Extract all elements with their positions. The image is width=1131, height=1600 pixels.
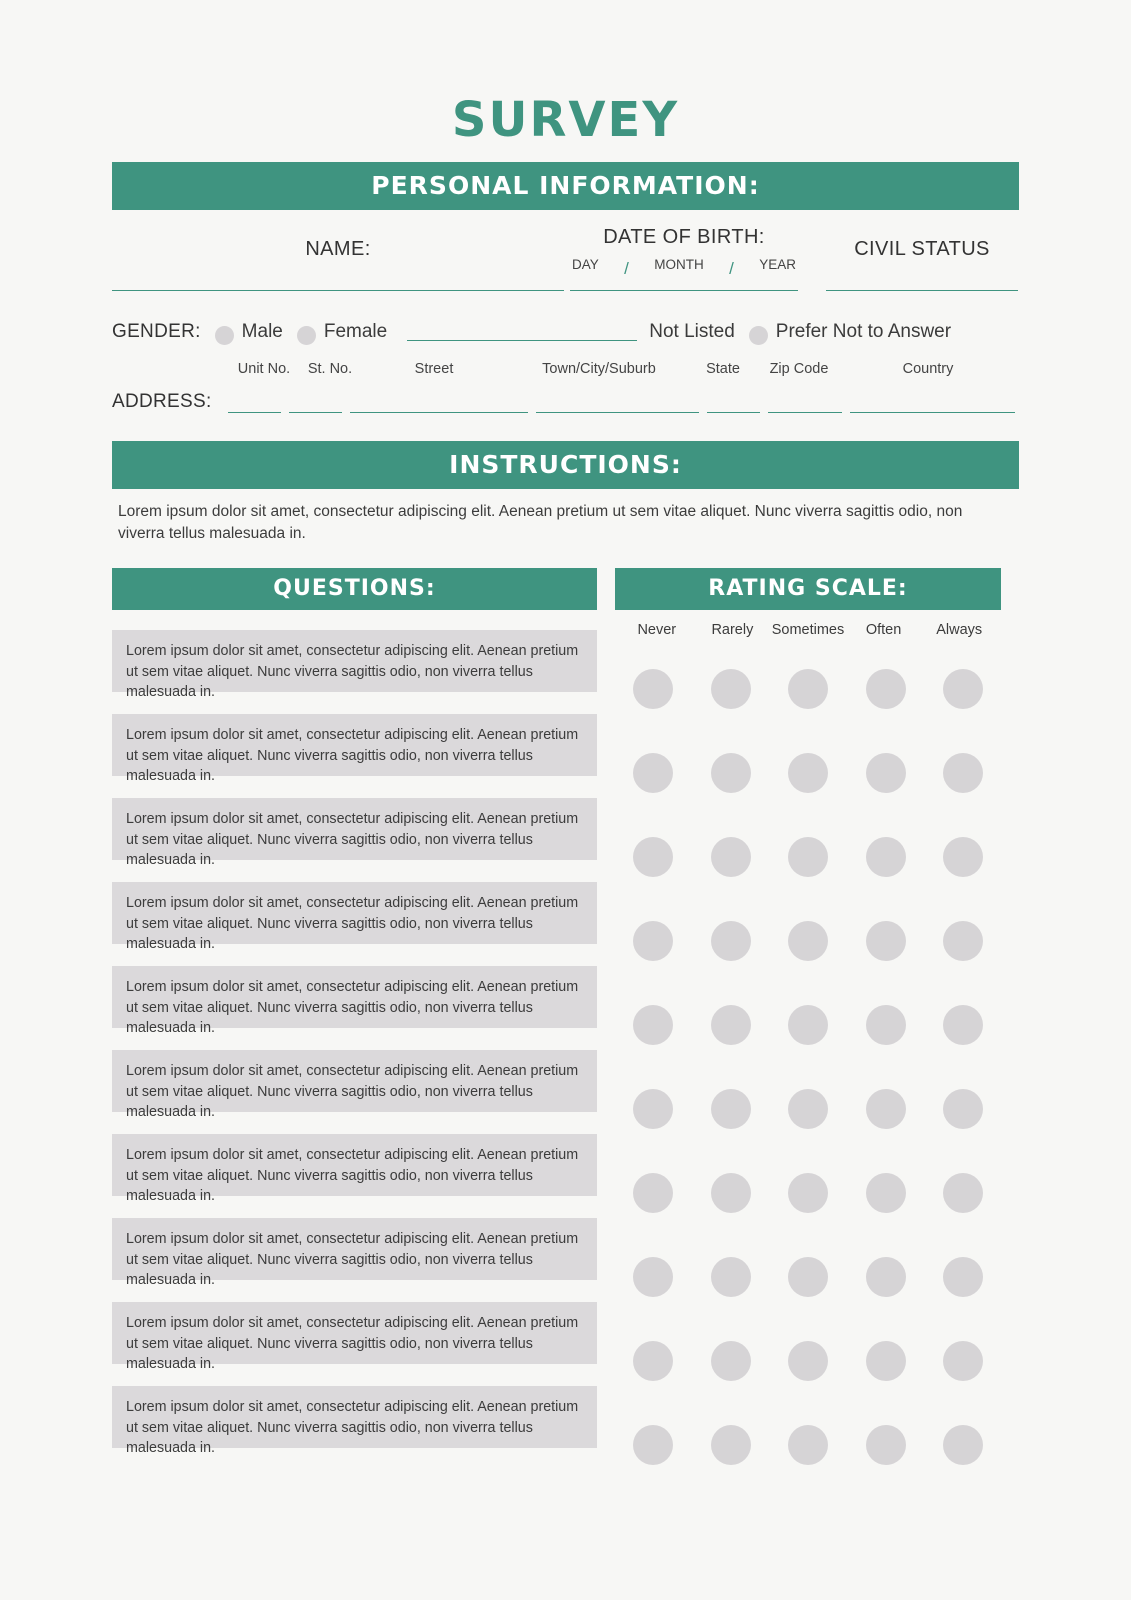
rating-cell-sometimes[interactable] bbox=[770, 1089, 846, 1129]
radio-bubble-icon[interactable] bbox=[943, 1089, 983, 1129]
gender-option-female-label[interactable]: Female bbox=[323, 321, 388, 342]
rating-cell-always[interactable] bbox=[925, 1173, 1001, 1213]
rating-cell-rarely[interactable] bbox=[693, 669, 769, 709]
civil-status-label: CIVIL STATUS bbox=[854, 238, 990, 260]
rating-cell-sometimes[interactable] bbox=[770, 1005, 846, 1045]
radio-bubble-icon[interactable] bbox=[788, 1173, 828, 1213]
address-row bbox=[112, 391, 1019, 413]
table-row bbox=[615, 1246, 1001, 1308]
personal-information-section bbox=[112, 210, 1019, 413]
section-header-personal-information: PERSONAL INFORMATION: bbox=[112, 162, 1019, 210]
address-header-zip-code: Zip Code bbox=[769, 361, 829, 377]
rating-cell-rarely[interactable] bbox=[693, 1425, 769, 1465]
radio-bubble-icon[interactable] bbox=[711, 669, 751, 709]
list-item: Lorem ipsum dolor sit amet, consectetur adipiscing elit. Aenean pretium ut sem vitae aliquet. Nunc viverra sagittis odio, non viverra tellus malesuada in. bbox=[112, 1050, 597, 1112]
radio-bubble-icon[interactable] bbox=[866, 1005, 906, 1045]
radio-bubble-icon[interactable] bbox=[866, 1089, 906, 1129]
radio-bubble-icon[interactable] bbox=[788, 1341, 828, 1381]
radio-bubble-icon[interactable] bbox=[633, 753, 673, 793]
rating-cell-rarely[interactable] bbox=[693, 837, 769, 877]
radio-bubble-icon[interactable] bbox=[788, 837, 828, 877]
rating-cell-often[interactable] bbox=[848, 753, 924, 793]
radio-bubble-icon[interactable] bbox=[711, 753, 751, 793]
address-input-town[interactable] bbox=[536, 411, 699, 413]
rating-cell-always[interactable] bbox=[925, 837, 1001, 877]
address-header-st-no: St. No. bbox=[307, 361, 353, 377]
radio-bubble-icon[interactable] bbox=[866, 1257, 906, 1297]
name-input-line[interactable] bbox=[112, 289, 564, 291]
rating-cell-rarely[interactable] bbox=[693, 921, 769, 961]
gender-label: GENDER: bbox=[112, 321, 201, 342]
rating-scale-column bbox=[615, 568, 1001, 1498]
radio-bubble-icon[interactable] bbox=[866, 1425, 906, 1465]
radio-bubble-icon[interactable] bbox=[866, 669, 906, 709]
radio-bubble-icon[interactable] bbox=[943, 837, 983, 877]
name-label: NAME: bbox=[305, 238, 371, 260]
rating-level-rarely: Rarely bbox=[711, 621, 754, 638]
section-header-questions: QUESTIONS: bbox=[112, 568, 597, 610]
address-input-state[interactable] bbox=[707, 411, 760, 413]
list-item: Lorem ipsum dolor sit amet, consectetur adipiscing elit. Aenean pretium ut sem vitae aliquet. Nunc viverra sagittis odio, non viverra tellus malesuada in. bbox=[112, 1134, 597, 1196]
radio-bubble-icon[interactable] bbox=[633, 1257, 673, 1297]
table-row bbox=[615, 742, 1001, 804]
rating-cell-never[interactable] bbox=[615, 1173, 691, 1213]
address-label: ADDRESS: bbox=[112, 391, 212, 412]
rating-cell-sometimes[interactable] bbox=[770, 753, 846, 793]
rating-cell-often[interactable] bbox=[848, 1257, 924, 1297]
rating-cell-sometimes[interactable] bbox=[770, 1257, 846, 1297]
radio-bubble-icon[interactable] bbox=[788, 1005, 828, 1045]
rating-scale-headers bbox=[615, 610, 1001, 638]
name-field-group[interactable] bbox=[112, 238, 564, 291]
rating-cell-never[interactable] bbox=[615, 669, 691, 709]
rating-cell-never[interactable] bbox=[615, 1005, 691, 1045]
radio-bubble-icon[interactable] bbox=[943, 1257, 983, 1297]
list-item: Lorem ipsum dolor sit amet, consectetur adipiscing elit. Aenean pretium ut sem vitae aliquet. Nunc viverra sagittis odio, non viverra tellus malesuada in. bbox=[112, 1386, 597, 1448]
radio-bubble-icon[interactable] bbox=[943, 1425, 983, 1465]
table-row bbox=[615, 994, 1001, 1056]
questions-rating-columns bbox=[112, 568, 1019, 1498]
radio-prefer-not-to-answer-icon[interactable] bbox=[749, 326, 768, 345]
rating-level-always: Always bbox=[936, 621, 983, 638]
radio-bubble-icon[interactable] bbox=[943, 1341, 983, 1381]
list-item: Lorem ipsum dolor sit amet, consectetur adipiscing elit. Aenean pretium ut sem vitae aliquet. Nunc viverra sagittis odio, non viverra tellus malesuada in. bbox=[112, 630, 597, 692]
list-item: Lorem ipsum dolor sit amet, consectetur adipiscing elit. Aenean pretium ut sem vitae aliquet. Nunc viverra sagittis odio, non viverra tellus malesuada in. bbox=[112, 966, 597, 1028]
radio-bubble-icon[interactable] bbox=[788, 1425, 828, 1465]
radio-bubble-icon[interactable] bbox=[711, 1005, 751, 1045]
rating-cell-always[interactable] bbox=[925, 1005, 1001, 1045]
radio-bubble-icon[interactable] bbox=[866, 753, 906, 793]
list-item: Lorem ipsum dolor sit amet, consectetur adipiscing elit. Aenean pretium ut sem vitae aliquet. Nunc viverra sagittis odio, non viverra tellus malesuada in. bbox=[112, 798, 597, 860]
gender-option-male-label[interactable]: Male bbox=[241, 321, 283, 342]
radio-bubble-icon[interactable] bbox=[711, 1257, 751, 1297]
rating-cell-always[interactable] bbox=[925, 921, 1001, 961]
table-row bbox=[615, 1162, 1001, 1224]
rating-cell-sometimes[interactable] bbox=[770, 1173, 846, 1213]
rating-cell-often[interactable] bbox=[848, 1005, 924, 1045]
radio-bubble-icon[interactable] bbox=[866, 1173, 906, 1213]
rating-cell-often[interactable] bbox=[848, 837, 924, 877]
table-row bbox=[615, 1414, 1001, 1476]
radio-bubble-icon[interactable] bbox=[711, 1089, 751, 1129]
rating-cell-sometimes[interactable] bbox=[770, 921, 846, 961]
radio-bubble-icon[interactable] bbox=[711, 921, 751, 961]
dob-subparts bbox=[570, 257, 798, 277]
dob-input-line[interactable] bbox=[570, 289, 798, 291]
rating-cell-always[interactable] bbox=[925, 1425, 1001, 1465]
radio-bubble-icon[interactable] bbox=[633, 1005, 673, 1045]
address-input-st-no[interactable] bbox=[289, 411, 342, 413]
dob-day-label: DAY bbox=[572, 257, 599, 272]
radio-bubble-icon[interactable] bbox=[633, 1425, 673, 1465]
rating-cell-sometimes[interactable] bbox=[770, 1341, 846, 1381]
dob-slash-2: / bbox=[729, 259, 734, 278]
rating-cell-sometimes[interactable] bbox=[770, 1425, 846, 1465]
rating-level-often: Often bbox=[865, 621, 902, 638]
rating-cell-rarely[interactable] bbox=[693, 753, 769, 793]
rating-cell-always[interactable] bbox=[925, 1257, 1001, 1297]
radio-bubble-icon[interactable] bbox=[633, 921, 673, 961]
radio-bubble-icon[interactable] bbox=[788, 669, 828, 709]
radio-bubble-icon[interactable] bbox=[711, 837, 751, 877]
personal-info-row-1 bbox=[112, 226, 1019, 291]
rating-cell-rarely[interactable] bbox=[693, 1089, 769, 1129]
radio-bubble-icon[interactable] bbox=[633, 837, 673, 877]
rating-cell-rarely[interactable] bbox=[693, 1005, 769, 1045]
rating-cell-never[interactable] bbox=[615, 1089, 691, 1129]
questions-list bbox=[112, 630, 597, 1457]
address-header-state: State bbox=[706, 361, 740, 377]
radio-female-icon[interactable] bbox=[297, 326, 316, 345]
rating-cell-sometimes[interactable] bbox=[770, 669, 846, 709]
dob-year-label: YEAR bbox=[759, 257, 796, 272]
radio-bubble-icon[interactable] bbox=[788, 921, 828, 961]
list-item: Lorem ipsum dolor sit amet, consectetur adipiscing elit. Aenean pretium ut sem vitae aliquet. Nunc viverra sagittis odio, non viverra tellus malesuada in. bbox=[112, 714, 597, 776]
address-header-unit-no: Unit No. bbox=[237, 361, 291, 377]
radio-bubble-icon[interactable] bbox=[633, 669, 673, 709]
rating-cell-always[interactable] bbox=[925, 1341, 1001, 1381]
rating-cell-rarely[interactable] bbox=[693, 1173, 769, 1213]
instructions-text: Lorem ipsum dolor sit amet, consectetur adipiscing elit. Aenean pretium ut sem vitae aliquet. Nunc viverra sagittis odio, non viverra tellus malesuada in. bbox=[118, 503, 963, 543]
table-row bbox=[615, 910, 1001, 972]
radio-bubble-icon[interactable] bbox=[943, 669, 983, 709]
rating-cell-rarely[interactable] bbox=[693, 1257, 769, 1297]
rating-cell-often[interactable] bbox=[848, 1089, 924, 1129]
section-header-instructions: INSTRUCTIONS: bbox=[112, 441, 1019, 489]
address-input-country[interactable] bbox=[850, 411, 1015, 413]
address-column-headers bbox=[112, 361, 1019, 377]
civil-status-input-line[interactable] bbox=[826, 289, 1018, 291]
radio-bubble-icon[interactable] bbox=[943, 753, 983, 793]
page-title: SURVEY bbox=[451, 92, 680, 148]
rating-cell-never[interactable] bbox=[615, 1425, 691, 1465]
rating-level-never: Never bbox=[637, 621, 677, 638]
table-row bbox=[615, 826, 1001, 888]
address-header-town: Town/City/Suburb bbox=[542, 361, 656, 377]
radio-bubble-icon[interactable] bbox=[711, 1425, 751, 1465]
list-item: Lorem ipsum dolor sit amet, consectetur adipiscing elit. Aenean pretium ut sem vitae aliquet. Nunc viverra sagittis odio, non viverra tellus malesuada in. bbox=[112, 1302, 597, 1364]
gender-row bbox=[112, 321, 1019, 343]
address-input-unit-no[interactable] bbox=[228, 411, 281, 413]
gender-option-prefer-not-label[interactable]: Prefer Not to Answer bbox=[775, 321, 952, 342]
rating-level-sometimes: Sometimes bbox=[771, 621, 845, 638]
rating-cell-always[interactable] bbox=[925, 669, 1001, 709]
radio-bubble-icon[interactable] bbox=[788, 1089, 828, 1129]
gender-option-not-listed-label[interactable]: Not Listed bbox=[649, 321, 735, 342]
dob-label: DATE OF BIRTH: bbox=[603, 226, 765, 248]
list-item: Lorem ipsum dolor sit amet, consectetur adipiscing elit. Aenean pretium ut sem vitae aliquet. Nunc viverra sagittis odio, non viverra tellus malesuada in. bbox=[112, 1218, 597, 1280]
address-header-street: Street bbox=[414, 361, 454, 377]
table-row bbox=[615, 658, 1001, 720]
address-input-zip-code[interactable] bbox=[768, 411, 842, 413]
rating-cell-often[interactable] bbox=[848, 669, 924, 709]
rating-cell-never[interactable] bbox=[615, 753, 691, 793]
radio-bubble-icon[interactable] bbox=[943, 921, 983, 961]
questions-column bbox=[112, 568, 597, 1498]
radio-bubble-icon[interactable] bbox=[633, 1089, 673, 1129]
radio-bubble-icon[interactable] bbox=[633, 1341, 673, 1381]
address-input-street[interactable] bbox=[350, 411, 528, 413]
rating-cell-often[interactable] bbox=[848, 1341, 924, 1381]
dob-field-group[interactable] bbox=[570, 226, 798, 291]
section-header-rating-scale: RATING SCALE: bbox=[615, 568, 1001, 610]
rating-cell-often[interactable] bbox=[848, 921, 924, 961]
radio-bubble-icon[interactable] bbox=[866, 1341, 906, 1381]
radio-bubble-icon[interactable] bbox=[943, 1173, 983, 1213]
rating-cell-often[interactable] bbox=[848, 1425, 924, 1465]
dob-month-label: MONTH bbox=[654, 257, 704, 272]
radio-male-icon[interactable] bbox=[215, 326, 234, 345]
radio-bubble-icon[interactable] bbox=[866, 837, 906, 877]
radio-bubble-icon[interactable] bbox=[633, 1173, 673, 1213]
dob-slash-1: / bbox=[624, 259, 629, 278]
list-item: Lorem ipsum dolor sit amet, consectetur adipiscing elit. Aenean pretium ut sem vitae aliquet. Nunc viverra sagittis odio, non viverra tellus malesuada in. bbox=[112, 882, 597, 944]
rating-cell-never[interactable] bbox=[615, 837, 691, 877]
address-header-country: Country bbox=[902, 361, 954, 377]
table-row bbox=[615, 1330, 1001, 1392]
rating-cell-always[interactable] bbox=[925, 1089, 1001, 1129]
radio-bubble-icon[interactable] bbox=[866, 921, 906, 961]
rating-cell-rarely[interactable] bbox=[693, 1341, 769, 1381]
rating-rows bbox=[615, 658, 1001, 1476]
rating-cell-never[interactable] bbox=[615, 1257, 691, 1297]
radio-bubble-icon[interactable] bbox=[711, 1341, 751, 1381]
rating-cell-never[interactable] bbox=[615, 921, 691, 961]
radio-bubble-icon[interactable] bbox=[788, 753, 828, 793]
radio-bubble-icon[interactable] bbox=[788, 1257, 828, 1297]
radio-bubble-icon[interactable] bbox=[943, 1005, 983, 1045]
civil-status-field-group[interactable] bbox=[826, 238, 1018, 291]
radio-bubble-icon[interactable] bbox=[711, 1173, 751, 1213]
gender-not-listed-input-line[interactable] bbox=[407, 324, 637, 341]
table-row bbox=[615, 1078, 1001, 1140]
rating-cell-sometimes[interactable] bbox=[770, 837, 846, 877]
rating-cell-never[interactable] bbox=[615, 1341, 691, 1381]
rating-cell-often[interactable] bbox=[848, 1173, 924, 1213]
rating-cell-always[interactable] bbox=[925, 753, 1001, 793]
